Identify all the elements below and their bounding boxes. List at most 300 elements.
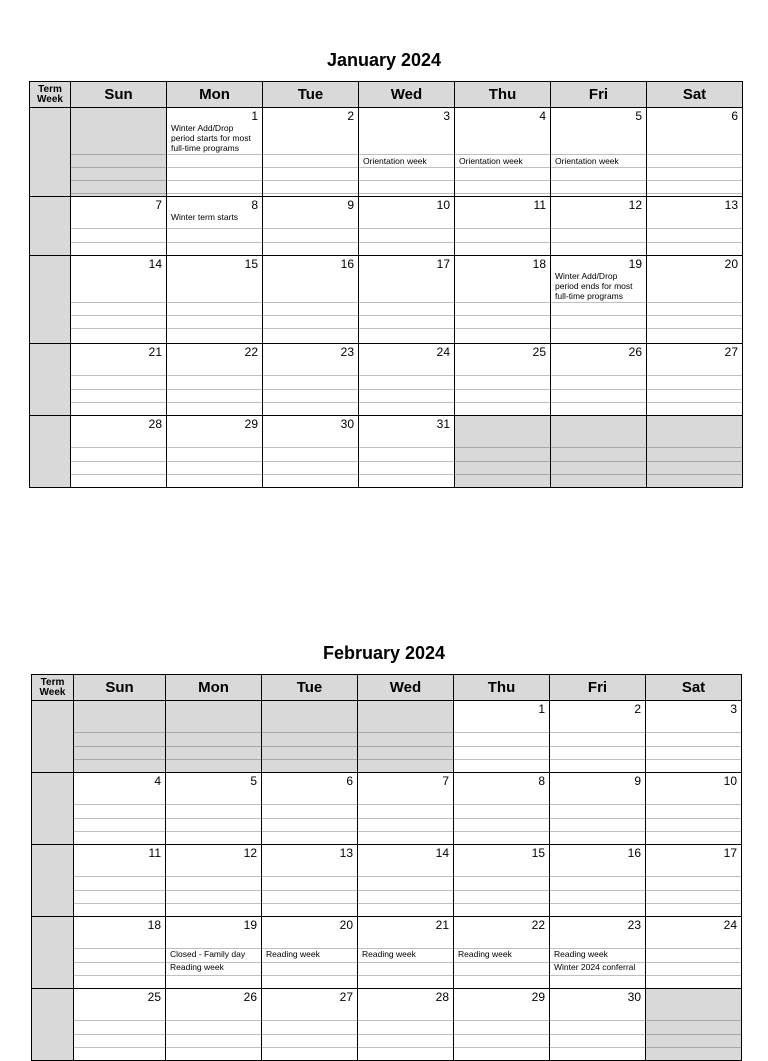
day-cell[interactable] bbox=[645, 916, 742, 989]
day-header-fri: Fri bbox=[550, 81, 647, 108]
day-number: 10 bbox=[436, 198, 450, 212]
entry-line bbox=[71, 228, 166, 229]
day-number: 10 bbox=[723, 774, 737, 788]
day-number: 19 bbox=[628, 257, 642, 271]
day-cell[interactable] bbox=[645, 772, 742, 845]
entry-line bbox=[455, 315, 550, 316]
entry-line bbox=[166, 975, 261, 976]
day-number: 16 bbox=[340, 257, 354, 271]
term-week-header: Term Week bbox=[29, 81, 71, 108]
entry-line bbox=[71, 193, 166, 194]
entry-line bbox=[74, 1020, 165, 1021]
entry-line bbox=[358, 831, 453, 832]
day-cell[interactable] bbox=[262, 343, 359, 416]
day-cell[interactable] bbox=[73, 844, 166, 917]
entry-line bbox=[358, 818, 453, 819]
entry-line bbox=[646, 1020, 741, 1021]
entry-line bbox=[263, 402, 358, 403]
day-header-tue: Tue bbox=[261, 674, 358, 701]
day-cell[interactable] bbox=[454, 255, 551, 344]
empty-day-cell bbox=[261, 700, 358, 773]
day-number: 11 bbox=[533, 198, 546, 212]
entry-line bbox=[167, 193, 262, 194]
day-number: 25 bbox=[147, 990, 161, 1004]
day-cell[interactable] bbox=[70, 255, 167, 344]
entry-line bbox=[263, 154, 358, 155]
entry-line bbox=[359, 302, 454, 303]
entry-line bbox=[263, 447, 358, 448]
entry-line bbox=[550, 975, 645, 976]
empty-day-cell bbox=[645, 988, 742, 1061]
entry-line bbox=[358, 890, 453, 891]
entry-line bbox=[454, 831, 549, 832]
day-number: 9 bbox=[347, 198, 354, 212]
empty-day-cell bbox=[646, 415, 743, 488]
entry-line bbox=[167, 461, 262, 462]
entry-line bbox=[646, 903, 741, 904]
entry-line bbox=[262, 732, 357, 733]
entry-line bbox=[71, 242, 166, 243]
day-cell[interactable] bbox=[73, 988, 166, 1061]
entry-line bbox=[263, 180, 358, 181]
day-cell[interactable] bbox=[262, 255, 359, 344]
entry-line bbox=[646, 890, 741, 891]
entry-line bbox=[167, 474, 262, 475]
day-number: 1 bbox=[251, 109, 258, 123]
day-cell[interactable] bbox=[166, 107, 263, 197]
entry-line bbox=[551, 315, 646, 316]
entry-line bbox=[359, 242, 454, 243]
entry-line bbox=[74, 1047, 165, 1048]
term-week-cell bbox=[31, 772, 74, 845]
day-cell[interactable] bbox=[549, 844, 646, 917]
day-number: 13 bbox=[724, 198, 738, 212]
entry-line bbox=[454, 890, 549, 891]
day-number: 6 bbox=[346, 774, 353, 788]
entry-line bbox=[647, 328, 742, 329]
day-cell[interactable] bbox=[261, 772, 358, 845]
entry-line bbox=[647, 315, 742, 316]
day-header-tue: Tue bbox=[262, 81, 359, 108]
day-cell[interactable] bbox=[166, 415, 263, 488]
entry-line bbox=[166, 831, 261, 832]
day-number: 17 bbox=[436, 257, 450, 271]
entry-line bbox=[550, 818, 645, 819]
entry-line bbox=[167, 302, 262, 303]
day-number: 30 bbox=[340, 417, 354, 431]
day-cell[interactable] bbox=[646, 343, 743, 416]
day-cell[interactable] bbox=[550, 196, 647, 256]
entry-line bbox=[262, 1034, 357, 1035]
day-event: Reading week bbox=[458, 949, 512, 959]
entry-line bbox=[167, 242, 262, 243]
entry-line bbox=[74, 962, 165, 963]
day-number: 21 bbox=[148, 345, 162, 359]
day-number: 27 bbox=[724, 345, 738, 359]
entry-line bbox=[647, 474, 742, 475]
entry-line bbox=[263, 193, 358, 194]
day-number: 29 bbox=[244, 417, 258, 431]
entry-line bbox=[166, 732, 261, 733]
entry-line bbox=[454, 746, 549, 747]
entry-line bbox=[167, 167, 262, 168]
day-cell[interactable] bbox=[165, 916, 262, 989]
day-cell[interactable] bbox=[549, 988, 646, 1061]
day-cell[interactable] bbox=[645, 844, 742, 917]
day-number: 19 bbox=[243, 918, 257, 932]
entry-line bbox=[647, 242, 742, 243]
entry-line bbox=[263, 389, 358, 390]
day-cell[interactable] bbox=[646, 196, 743, 256]
entry-line bbox=[359, 375, 454, 376]
entry-line bbox=[551, 167, 646, 168]
entry-line bbox=[454, 903, 549, 904]
entry-line bbox=[455, 328, 550, 329]
entry-line bbox=[647, 375, 742, 376]
entry-line bbox=[550, 1034, 645, 1035]
entry-line bbox=[167, 389, 262, 390]
entry-line bbox=[166, 1020, 261, 1021]
entry-line bbox=[359, 389, 454, 390]
entry-line bbox=[74, 818, 165, 819]
day-number: 14 bbox=[148, 257, 162, 271]
entry-line bbox=[646, 818, 741, 819]
entry-line bbox=[646, 975, 741, 976]
month-title: January 2024 bbox=[326, 50, 442, 70]
day-cell[interactable] bbox=[358, 415, 455, 488]
day-cell[interactable] bbox=[262, 196, 359, 256]
day-number: 1 bbox=[538, 702, 545, 716]
day-cell[interactable] bbox=[262, 107, 359, 197]
entry-line bbox=[551, 474, 646, 475]
entry-line bbox=[454, 962, 549, 963]
day-number: 29 bbox=[531, 990, 545, 1004]
empty-day-cell bbox=[357, 700, 454, 773]
term-week-cell bbox=[29, 343, 71, 416]
day-header-wed: Wed bbox=[357, 674, 454, 701]
entry-line bbox=[550, 732, 645, 733]
empty-day-cell bbox=[550, 415, 647, 488]
day-cell[interactable] bbox=[357, 772, 454, 845]
entry-line bbox=[263, 328, 358, 329]
entry-line bbox=[262, 890, 357, 891]
day-number: 27 bbox=[339, 990, 353, 1004]
entry-line bbox=[358, 903, 453, 904]
entry-line bbox=[167, 447, 262, 448]
entry-line bbox=[167, 402, 262, 403]
day-cell[interactable] bbox=[453, 844, 550, 917]
day-event: Orientation week bbox=[459, 156, 523, 166]
term-week-cell bbox=[31, 844, 74, 917]
day-event: Orientation week bbox=[363, 156, 427, 166]
entry-line bbox=[166, 890, 261, 891]
entry-line bbox=[166, 903, 261, 904]
entry-line bbox=[454, 1034, 549, 1035]
entry-line bbox=[550, 746, 645, 747]
entry-line bbox=[454, 876, 549, 877]
entry-line bbox=[551, 389, 646, 390]
entry-line bbox=[454, 1020, 549, 1021]
entry-line bbox=[454, 1047, 549, 1048]
day-number: 7 bbox=[442, 774, 449, 788]
entry-line bbox=[167, 180, 262, 181]
entry-line bbox=[74, 948, 165, 949]
day-cell[interactable] bbox=[549, 916, 646, 989]
day-number: 13 bbox=[339, 846, 353, 860]
entry-line bbox=[646, 759, 741, 760]
day-cell[interactable] bbox=[70, 343, 167, 416]
day-number: 3 bbox=[443, 109, 450, 123]
entry-line bbox=[550, 759, 645, 760]
entry-line bbox=[167, 375, 262, 376]
day-number: 15 bbox=[244, 257, 258, 271]
day-number: 8 bbox=[251, 198, 258, 212]
entry-line bbox=[454, 759, 549, 760]
entry-line bbox=[71, 375, 166, 376]
day-cell[interactable] bbox=[165, 844, 262, 917]
day-number: 25 bbox=[532, 345, 546, 359]
entry-line bbox=[166, 804, 261, 805]
entry-line bbox=[166, 1034, 261, 1035]
entry-line bbox=[263, 167, 358, 168]
entry-line bbox=[358, 1047, 453, 1048]
entry-line bbox=[359, 193, 454, 194]
entry-line bbox=[262, 903, 357, 904]
day-cell[interactable] bbox=[454, 196, 551, 256]
entry-line bbox=[167, 154, 262, 155]
entry-line bbox=[359, 461, 454, 462]
day-header-wed: Wed bbox=[358, 81, 455, 108]
entry-line bbox=[455, 167, 550, 168]
day-cell[interactable] bbox=[549, 700, 646, 773]
empty-day-cell bbox=[165, 700, 262, 773]
day-number: 22 bbox=[531, 918, 545, 932]
entry-line bbox=[551, 375, 646, 376]
entry-line bbox=[74, 890, 165, 891]
day-event: Reading week bbox=[362, 949, 416, 959]
entry-line bbox=[166, 759, 261, 760]
day-number: 8 bbox=[538, 774, 545, 788]
entry-line bbox=[358, 732, 453, 733]
day-event: Reading week bbox=[554, 949, 608, 959]
entry-line bbox=[647, 154, 742, 155]
entry-line bbox=[646, 1034, 741, 1035]
entry-line bbox=[262, 876, 357, 877]
empty-day-cell bbox=[454, 415, 551, 488]
entry-line bbox=[167, 228, 262, 229]
day-cell[interactable] bbox=[550, 343, 647, 416]
day-event: Winter 2024 conferral bbox=[554, 962, 636, 972]
day-cell[interactable] bbox=[453, 916, 550, 989]
entry-line bbox=[262, 831, 357, 832]
entry-line bbox=[167, 328, 262, 329]
day-cell[interactable] bbox=[166, 255, 263, 344]
entry-line bbox=[646, 746, 741, 747]
entry-line bbox=[647, 228, 742, 229]
day-cell[interactable] bbox=[454, 343, 551, 416]
day-number: 20 bbox=[339, 918, 353, 932]
entry-line bbox=[166, 746, 261, 747]
entry-line bbox=[647, 447, 742, 448]
day-number: 31 bbox=[436, 417, 450, 431]
day-number: 12 bbox=[628, 198, 642, 212]
entry-line bbox=[455, 302, 550, 303]
entry-line bbox=[74, 746, 165, 747]
day-cell[interactable] bbox=[73, 916, 166, 989]
entry-line bbox=[71, 402, 166, 403]
day-number: 14 bbox=[435, 846, 449, 860]
entry-line bbox=[71, 302, 166, 303]
day-cell[interactable] bbox=[357, 844, 454, 917]
day-cell[interactable] bbox=[357, 916, 454, 989]
entry-line bbox=[71, 328, 166, 329]
entry-line bbox=[646, 948, 741, 949]
day-note: Winter Add/Drop period ends for most full-time programs bbox=[555, 271, 633, 301]
entry-line bbox=[551, 302, 646, 303]
entry-line bbox=[455, 242, 550, 243]
day-cell[interactable] bbox=[453, 700, 550, 773]
entry-line bbox=[263, 242, 358, 243]
entry-line bbox=[550, 890, 645, 891]
day-cell[interactable] bbox=[550, 255, 647, 344]
entry-line bbox=[358, 759, 453, 760]
day-cell[interactable] bbox=[549, 772, 646, 845]
entry-line bbox=[71, 180, 166, 181]
day-number: 12 bbox=[243, 846, 257, 860]
day-header-sat: Sat bbox=[646, 81, 743, 108]
day-note: Winter term starts bbox=[171, 212, 239, 222]
day-cell[interactable] bbox=[73, 772, 166, 845]
entry-line bbox=[74, 759, 165, 760]
entry-line bbox=[455, 447, 550, 448]
entry-line bbox=[358, 1020, 453, 1021]
day-cell[interactable] bbox=[70, 196, 167, 256]
day-number: 5 bbox=[635, 109, 642, 123]
day-number: 23 bbox=[627, 918, 641, 932]
day-cell[interactable] bbox=[358, 343, 455, 416]
day-cell[interactable] bbox=[357, 988, 454, 1061]
entry-line bbox=[646, 876, 741, 877]
day-header-thu: Thu bbox=[454, 81, 551, 108]
entry-line bbox=[646, 1047, 741, 1048]
entry-line bbox=[71, 167, 166, 168]
entry-line bbox=[74, 732, 165, 733]
entry-line bbox=[647, 193, 742, 194]
entry-line bbox=[359, 402, 454, 403]
entry-line bbox=[166, 876, 261, 877]
entry-line bbox=[74, 975, 165, 976]
day-number: 2 bbox=[347, 109, 354, 123]
day-cell[interactable] bbox=[358, 196, 455, 256]
day-number: 15 bbox=[531, 846, 545, 860]
entry-line bbox=[263, 461, 358, 462]
day-cell[interactable] bbox=[166, 343, 263, 416]
day-event: Reading week bbox=[170, 962, 224, 972]
day-cell[interactable] bbox=[261, 988, 358, 1061]
day-number: 7 bbox=[155, 198, 162, 212]
entry-line bbox=[455, 228, 550, 229]
entry-line bbox=[550, 1020, 645, 1021]
entry-line bbox=[74, 1034, 165, 1035]
day-cell[interactable] bbox=[646, 255, 743, 344]
day-header-mon: Mon bbox=[166, 81, 263, 108]
day-cell[interactable] bbox=[453, 988, 550, 1061]
day-cell[interactable] bbox=[453, 772, 550, 845]
entry-line bbox=[358, 962, 453, 963]
entry-line bbox=[455, 180, 550, 181]
day-number: 28 bbox=[148, 417, 162, 431]
day-cell[interactable] bbox=[70, 415, 167, 488]
entry-line bbox=[359, 167, 454, 168]
day-number: 6 bbox=[731, 109, 738, 123]
entry-line bbox=[262, 1020, 357, 1021]
entry-line bbox=[551, 447, 646, 448]
entry-line bbox=[551, 193, 646, 194]
day-cell[interactable] bbox=[550, 107, 647, 197]
day-cell[interactable] bbox=[358, 107, 455, 197]
day-number: 18 bbox=[147, 918, 161, 932]
day-cell[interactable] bbox=[165, 772, 262, 845]
day-header-sun: Sun bbox=[73, 674, 166, 701]
entry-line bbox=[455, 193, 550, 194]
day-cell[interactable] bbox=[454, 107, 551, 197]
entry-line bbox=[455, 389, 550, 390]
entry-line bbox=[455, 375, 550, 376]
day-number: 20 bbox=[724, 257, 738, 271]
term-week-cell bbox=[31, 700, 74, 773]
entry-line bbox=[167, 315, 262, 316]
entry-line bbox=[359, 228, 454, 229]
day-cell[interactable] bbox=[261, 844, 358, 917]
entry-line bbox=[454, 975, 549, 976]
day-number: 5 bbox=[250, 774, 257, 788]
entry-line bbox=[647, 180, 742, 181]
empty-day-cell bbox=[70, 107, 167, 197]
day-cell[interactable] bbox=[261, 916, 358, 989]
day-event: Orientation week bbox=[555, 156, 619, 166]
entry-line bbox=[358, 876, 453, 877]
entry-line bbox=[74, 831, 165, 832]
day-note: Winter Add/Drop period starts for most full-time programs bbox=[171, 123, 251, 153]
entry-line bbox=[454, 732, 549, 733]
day-header-fri: Fri bbox=[549, 674, 646, 701]
entry-line bbox=[166, 1047, 261, 1048]
entry-line bbox=[647, 389, 742, 390]
entry-line bbox=[550, 1047, 645, 1048]
entry-line bbox=[359, 447, 454, 448]
day-cell[interactable] bbox=[166, 196, 263, 256]
day-header-sun: Sun bbox=[70, 81, 167, 108]
entry-line bbox=[262, 818, 357, 819]
entry-line bbox=[262, 962, 357, 963]
entry-line bbox=[647, 402, 742, 403]
day-header-sat: Sat bbox=[645, 674, 742, 701]
entry-line bbox=[263, 375, 358, 376]
day-cell[interactable] bbox=[646, 107, 743, 197]
entry-line bbox=[74, 804, 165, 805]
term-week-cell bbox=[31, 988, 74, 1061]
day-number: 23 bbox=[340, 345, 354, 359]
day-number: 30 bbox=[627, 990, 641, 1004]
entry-line bbox=[359, 180, 454, 181]
entry-line bbox=[74, 903, 165, 904]
day-cell[interactable] bbox=[645, 700, 742, 773]
day-cell[interactable] bbox=[358, 255, 455, 344]
day-number: 17 bbox=[723, 846, 737, 860]
day-cell[interactable] bbox=[165, 988, 262, 1061]
day-cell[interactable] bbox=[262, 415, 359, 488]
entry-line bbox=[263, 302, 358, 303]
